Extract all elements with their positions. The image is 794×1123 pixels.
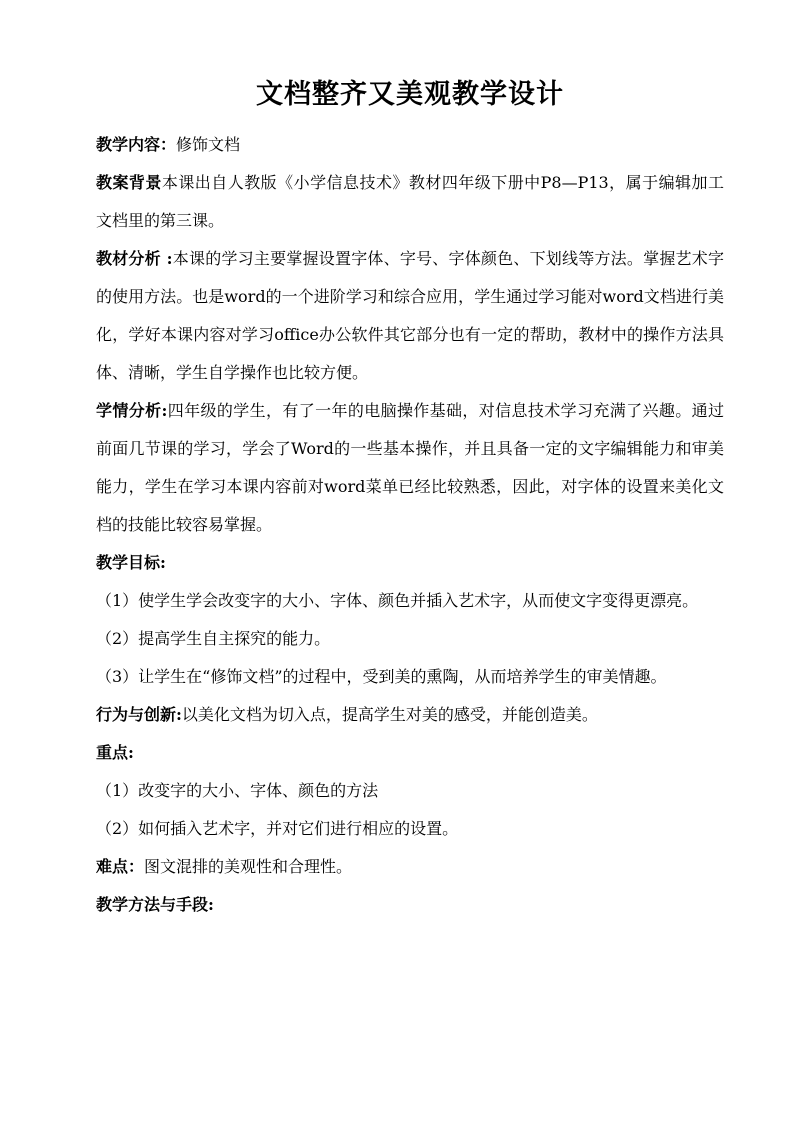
section-keypoints	[96, 734, 724, 772]
goal-item-2: （2）提高学生自主探究的能力。	[96, 629, 331, 648]
section-content	[96, 126, 724, 164]
material-label: 教材分析 :	[96, 249, 173, 268]
content-label: 教学内容：	[96, 135, 177, 154]
difficulty-text: 图文混排的美观性和合理性。	[144, 857, 353, 876]
section-behavior	[96, 696, 724, 734]
behavior-label: 行为与创新:	[96, 705, 182, 724]
students-text: 四年级的学生，有了一年的电脑操作基础，对信息技术学习充满了兴趣。通过前面几节课的学习，学会了Word的一些基本操作，并且具备一定的文字编辑能力和审美能力，学生在学习本课内容前对word菜单已经比较熟悉，因此，对字体的设置来美化文档的技能比较容易掌握。	[96, 401, 724, 534]
methods-label: 教学方法与手段:	[96, 895, 214, 914]
section-material	[96, 240, 724, 392]
keypoints-label: 重点:	[96, 743, 134, 762]
document-page	[96, 72, 724, 924]
goals-label: 教学目标:	[96, 553, 166, 572]
keypoint-item-1: （1）改变字的大小、字体、颜色的方法	[96, 781, 379, 800]
background-label: 教案背景	[96, 173, 162, 192]
section-goals	[96, 544, 724, 582]
goal-item-3: （3）让学生在“修饰文档”的过程中，受到美的熏陶，从而培养学生的审美情趣。	[96, 667, 667, 686]
section-students	[96, 392, 724, 544]
section-background	[96, 164, 724, 240]
keypoint-item-2: （2）如何插入艺术字，并对它们进行相应的设置。	[96, 819, 459, 838]
section-methods	[96, 886, 724, 924]
difficulty-label: 难点：	[96, 857, 145, 876]
students-label: 学情分析:	[96, 401, 168, 420]
background-text: 本课出自人教版《小学信息技术》教材四年级下册中P8—P13，属于编辑加工文档里的第三课。	[96, 173, 724, 230]
goal-item-1: （1）使学生学会改变字的大小、字体、颜色并插入艺术字，从而使文字变得更漂亮。	[96, 591, 699, 610]
content-text: 修饰文档	[176, 135, 241, 154]
behavior-text: 以美化文档为切入点，提高学生对美的感受，并能创造美。	[181, 705, 598, 724]
section-difficulty	[96, 848, 724, 886]
document-title: 文档整齐又美观教学设计	[256, 79, 564, 110]
material-text: 本课的学习主要掌握设置字体、字号、字体颜色、下划线等方法。掌握艺术字的使用方法。也是word的一个进阶学习和综合应用，学生通过学习能对word文档进行美化，学好本课内容对学习office办公软件其它部分也有一定的帮助，教材中的操作方法具体、清晰，学生自学操作也比较方便。	[96, 249, 724, 382]
